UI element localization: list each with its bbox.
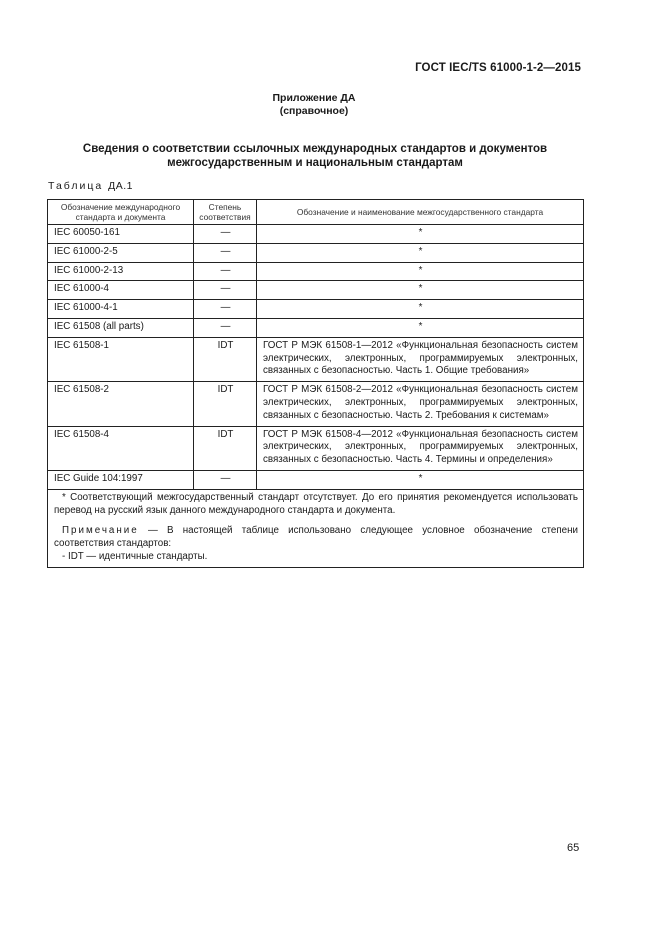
- table-row: [48, 281, 584, 300]
- row-designation: IEC 60050-161: [48, 225, 194, 244]
- note-label: Примечание: [62, 525, 139, 537]
- row-degree: —: [194, 470, 257, 489]
- row-title: *: [257, 225, 584, 244]
- table-row: [48, 262, 584, 281]
- header-designation-line-1: Обозначение международного: [60, 201, 181, 212]
- row-title: *: [257, 318, 584, 337]
- table-caption-label: Таблица: [48, 180, 104, 192]
- table-row: [48, 225, 584, 244]
- standards-correspondence-table: [47, 199, 584, 568]
- row-title: ГОСТ Р МЭК 61508-2—2012 «Функциональная безопасность систем электрических, электронных, программируемых электронных, связанных с безопасностью. Часть 2. Требования к системам»: [257, 382, 584, 426]
- header-degree: [194, 200, 257, 225]
- row-title: ГОСТ Р МЭК 61508-1—2012 «Функциональная безопасность систем электрических, электронных, программируемых электронных, связанных с безопасностью. Часть 1. Общие требования»: [257, 337, 584, 381]
- table-notes: [48, 489, 584, 567]
- header-title: Обозначение и наименование межгосударственного стандарта: [257, 200, 584, 225]
- row-degree: IDT: [194, 337, 257, 381]
- row-degree: —: [194, 318, 257, 337]
- row-degree: —: [194, 281, 257, 300]
- row-title: *: [257, 281, 584, 300]
- section-title-line-1: Сведения о соответствии ссылочных международных стандартов и документов: [82, 143, 548, 155]
- table-footnote: * Соответствующий межгосударственный стандарт отсутствует. До его принятия рекомендуется использовать перевод на русский язык данного международного стандарта и документа.: [54, 491, 578, 516]
- row-degree: IDT: [194, 426, 257, 470]
- row-title: *: [257, 243, 584, 262]
- row-degree: —: [194, 300, 257, 319]
- note-item-idt: - IDT — идентичные стандарты.: [62, 550, 208, 562]
- row-title: *: [257, 300, 584, 319]
- section-title: [0, 142, 630, 170]
- annex-subtitle: (справочное): [279, 105, 349, 117]
- table-row: [48, 243, 584, 262]
- row-designation: IEC 61508 (all parts): [48, 318, 194, 337]
- header-degree-line-2: соответствия: [199, 212, 251, 222]
- table-caption: [48, 180, 133, 192]
- table-note: [54, 525, 578, 551]
- row-designation: IEC 61000-4: [48, 281, 194, 300]
- header-degree-line-1: Степень: [208, 201, 242, 212]
- table-row: [48, 300, 584, 319]
- table-notes-row: [48, 489, 584, 567]
- row-designation: IEC 61508-1: [48, 337, 194, 381]
- row-title: ГОСТ Р МЭК 61508-4—2012 «Функциональная безопасность систем электрических, электронных, программируемых электронных, связанных с безопасностью. Часть 4. Термины и определения»: [257, 426, 584, 470]
- row-degree: —: [194, 262, 257, 281]
- row-designation: IEC 61000-4-1: [48, 300, 194, 319]
- row-title: *: [257, 470, 584, 489]
- document-standard-id: ГОСТ IEC/TS 61000-1-2—2015: [415, 62, 581, 74]
- annex-title: Приложение ДА: [272, 92, 356, 104]
- row-designation: IEC Guide 104:1997: [48, 470, 194, 489]
- note-text: — В настоящей таблице использовано следующее условное обозначение степени соответствия стандартов:: [54, 525, 578, 550]
- table-row: [48, 382, 584, 426]
- table-row: [48, 318, 584, 337]
- row-designation: IEC 61000-2-13: [48, 262, 194, 281]
- annex-heading: [0, 92, 628, 118]
- row-degree: —: [194, 225, 257, 244]
- row-designation: IEC 61508-2: [48, 382, 194, 426]
- table-row: [48, 470, 584, 489]
- page-number: 65: [567, 842, 580, 854]
- header-designation-line-2: стандарта и документа: [75, 212, 166, 222]
- table-row: [48, 426, 584, 470]
- table-caption-number: ДА.1: [108, 180, 133, 192]
- section-title-line-2: межгосударственным и национальным стандартам: [167, 157, 463, 169]
- table-row: [48, 337, 584, 381]
- table-header-row: [48, 200, 584, 225]
- row-title: *: [257, 262, 584, 281]
- row-degree: —: [194, 243, 257, 262]
- row-designation: IEC 61508-4: [48, 426, 194, 470]
- row-designation: IEC 61000-2-5: [48, 243, 194, 262]
- row-degree: IDT: [194, 382, 257, 426]
- header-designation: [48, 200, 194, 225]
